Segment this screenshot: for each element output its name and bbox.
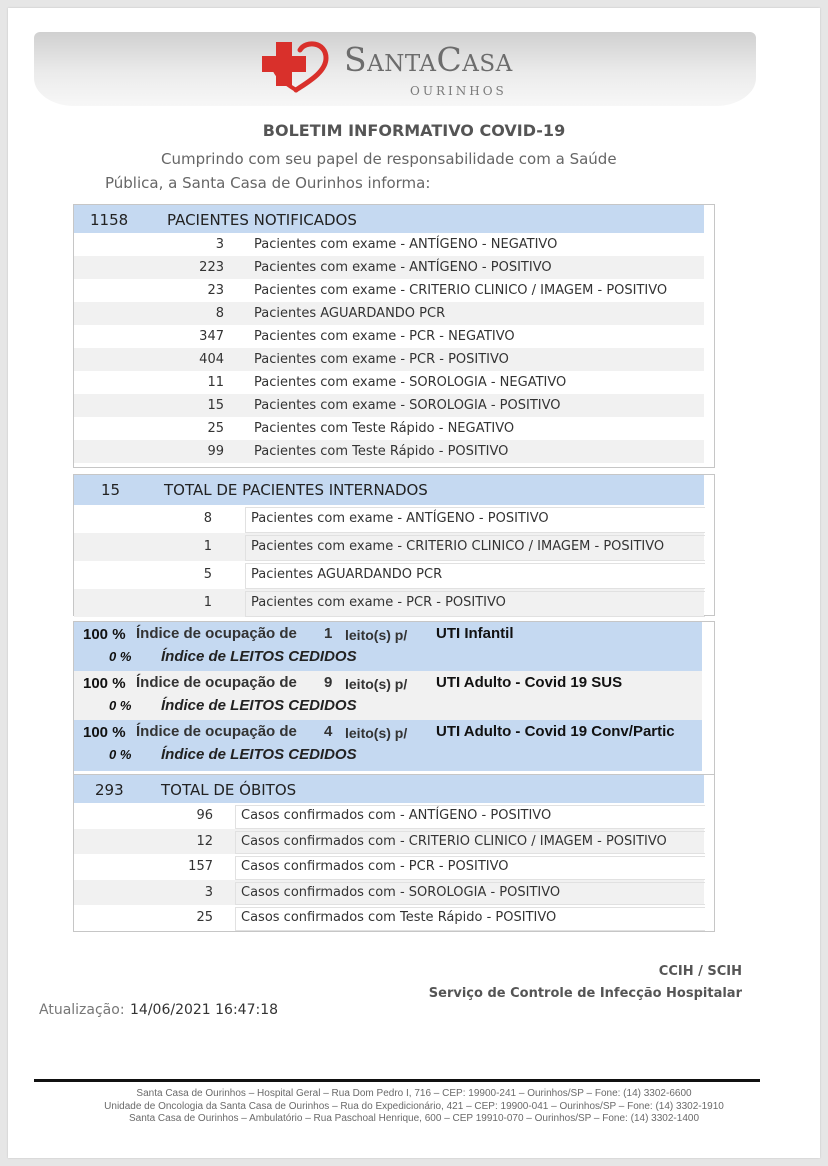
table-row xyxy=(74,279,704,302)
uti-rows xyxy=(74,622,714,771)
row-description: Pacientes com exame - ANTÍGENO - POSITIVO xyxy=(251,511,549,526)
uti-occupancy-table xyxy=(73,621,715,776)
table-row xyxy=(74,417,704,440)
footer-divider xyxy=(34,1079,760,1082)
row-description: Casos confirmados com Teste Rápido - POSITIVO xyxy=(241,910,557,925)
uti-row xyxy=(74,671,702,720)
occupancy-label: Índice de ocupação de xyxy=(136,625,297,642)
table-row xyxy=(74,880,704,906)
uti-row xyxy=(74,622,702,671)
bed-count: 9 xyxy=(324,674,333,691)
row-description: Casos confirmados com - PCR - POSITIVO xyxy=(241,859,509,874)
bulletin-page xyxy=(8,8,820,1158)
row-description: Pacientes com exame - CRITERIO CLINICO / IMAGEM - POSITIVO xyxy=(251,539,665,554)
occupancy-percent: 100 % xyxy=(83,675,126,692)
row-count: 8 xyxy=(203,511,212,526)
row-count: 157 xyxy=(188,859,213,874)
table-row xyxy=(74,256,704,279)
occupancy-label: Índice de ocupação de xyxy=(136,723,297,740)
update-label: Atualização: xyxy=(39,1002,125,1018)
row-count: 15 xyxy=(207,398,224,413)
table-row xyxy=(74,233,704,256)
service-label: Serviço de Controle de Infecção Hospitalar xyxy=(428,986,742,1001)
ccih-label: CCIH / SCIH xyxy=(658,964,742,979)
occupancy-label: Índice de ocupação de xyxy=(136,674,297,691)
row-count: 404 xyxy=(199,352,224,367)
occupancy-percent: 100 % xyxy=(83,626,126,643)
row-count: 96 xyxy=(196,808,213,823)
address-line-2: Unidade de Oncologia da Santa Casa de Ourinhos – Rua do Expedicionário, 421 – CEP: 19900-041 – Ourinhos/SP – Fone: (14) 3302-1910 xyxy=(104,1101,724,1112)
row-count: 8 xyxy=(215,306,224,321)
unit-name: UTI Infantil xyxy=(436,625,514,642)
row-description: Pacientes com exame - ANTÍGENO - NEGATIVO xyxy=(254,237,558,252)
page-title: BOLETIM INFORMATIVO COVID-19 xyxy=(262,121,566,140)
row-count: 347 xyxy=(199,329,224,344)
ceded-percent: 0 % xyxy=(109,747,132,762)
table-row xyxy=(74,505,704,533)
row-count: 99 xyxy=(207,444,224,459)
intro-line-2: Pública, a Santa Casa de Ourinhos informa: xyxy=(105,174,431,192)
bed-count: 4 xyxy=(324,723,333,740)
obitos-total: 293 xyxy=(95,781,124,799)
table-row xyxy=(74,394,704,417)
ceded-percent: 0 % xyxy=(109,698,132,713)
occupancy-percent: 100 % xyxy=(83,724,126,741)
table-row xyxy=(74,440,704,463)
table-row xyxy=(74,371,704,394)
row-description: Pacientes com Teste Rápido - POSITIVO xyxy=(254,444,509,459)
internados-total: 15 xyxy=(101,481,121,499)
table-row xyxy=(74,561,704,589)
obitos-rows xyxy=(74,803,714,931)
row-count: 12 xyxy=(196,833,213,849)
beds-label: leito(s) p/ xyxy=(345,676,408,692)
row-count: 25 xyxy=(196,910,213,925)
row-description: Pacientes com exame - PCR - NEGATIVO xyxy=(254,329,515,344)
row-description: Casos confirmados com - CRITERIO CLINICO / IMAGEM - POSITIVO xyxy=(241,833,667,849)
bed-count: 1 xyxy=(324,625,333,642)
row-count: 25 xyxy=(207,421,224,436)
row-description: Pacientes com Teste Rápido - NEGATIVO xyxy=(254,421,515,436)
ceded-label: Índice de LEITOS CEDIDOS xyxy=(161,648,357,665)
brand-name: SantaCasa xyxy=(344,40,513,79)
row-description: Casos confirmados com - ANTÍGENO - POSITIVO xyxy=(241,808,552,823)
uti-row xyxy=(74,720,702,771)
internados-rows xyxy=(74,505,714,617)
ceded-label: Índice de LEITOS CEDIDOS xyxy=(161,746,357,763)
internados-label: TOTAL DE PACIENTES INTERNADOS xyxy=(164,481,428,499)
table-row xyxy=(74,589,704,617)
ceded-percent: 0 % xyxy=(109,649,132,664)
row-description: Pacientes com exame - CRITERIO CLINICO / IMAGEM - POSITIVO xyxy=(254,283,668,298)
row-description: Pacientes com exame - PCR - POSITIVO xyxy=(254,352,509,367)
row-count: 3 xyxy=(204,884,213,900)
table-row xyxy=(74,829,704,855)
table-row xyxy=(74,348,704,371)
intro-line-1: Cumprindo com seu papel de responsabilidade com a Saúde xyxy=(161,150,617,168)
row-count: 223 xyxy=(199,260,224,275)
table-row xyxy=(74,325,704,348)
table-row xyxy=(74,905,704,931)
row-description: Casos confirmados com - SOROLOGIA - POSITIVO xyxy=(241,884,561,900)
notificados-table xyxy=(73,204,715,468)
notificados-header xyxy=(74,205,704,233)
address-line-1: Santa Casa de Ourinhos – Hospital Geral – Rua Dom Pedro I, 716 – CEP: 19900-241 – Ourinhos/SP – Fone: (14) 3302-6600 xyxy=(136,1088,692,1099)
row-description: Pacientes com exame - ANTÍGENO - POSITIVO xyxy=(254,260,552,275)
beds-label: leito(s) p/ xyxy=(345,725,408,741)
brand-subtitle: OURINHOS xyxy=(410,84,507,98)
row-description: Pacientes AGUARDANDO PCR xyxy=(251,567,443,582)
table-row xyxy=(74,302,704,325)
beds-label: leito(s) p/ xyxy=(345,627,408,643)
internados-header xyxy=(74,475,704,505)
notificados-total: 1158 xyxy=(90,211,129,229)
row-count: 1 xyxy=(203,539,212,554)
internados-table xyxy=(73,474,715,616)
obitos-table xyxy=(73,774,715,932)
row-count: 11 xyxy=(207,375,224,390)
table-row xyxy=(74,854,704,880)
row-count: 23 xyxy=(207,283,224,298)
cross-heart-logo-icon xyxy=(256,36,336,100)
notificados-label: PACIENTES NOTIFICADOS xyxy=(167,211,357,229)
address-line-3: Santa Casa de Ourinhos – Ambulatório – Rua Paschoal Henrique, 600 – CEP 19910-070 – Ourinhos/SP – Fone: (14) 3302-1400 xyxy=(129,1113,699,1124)
obitos-header xyxy=(74,775,704,803)
row-count: 5 xyxy=(203,567,212,582)
table-row xyxy=(74,803,704,829)
table-row xyxy=(74,533,704,561)
update-value: 14/06/2021 16:47:18 xyxy=(130,1002,279,1018)
unit-name: UTI Adulto - Covid 19 SUS xyxy=(436,674,623,691)
row-count: 1 xyxy=(203,595,212,610)
unit-name: UTI Adulto - Covid 19 Conv/Partic xyxy=(436,723,675,740)
row-description: Pacientes AGUARDANDO PCR xyxy=(254,306,446,321)
obitos-label: TOTAL DE ÓBITOS xyxy=(161,781,297,799)
row-description: Pacientes com exame - SOROLOGIA - NEGATIVO xyxy=(254,375,567,390)
notificados-rows xyxy=(74,233,714,463)
ceded-label: Índice de LEITOS CEDIDOS xyxy=(161,697,357,714)
row-description: Pacientes com exame - SOROLOGIA - POSITIVO xyxy=(254,398,561,413)
row-count: 3 xyxy=(215,237,224,252)
row-description: Pacientes com exame - PCR - POSITIVO xyxy=(251,595,506,610)
